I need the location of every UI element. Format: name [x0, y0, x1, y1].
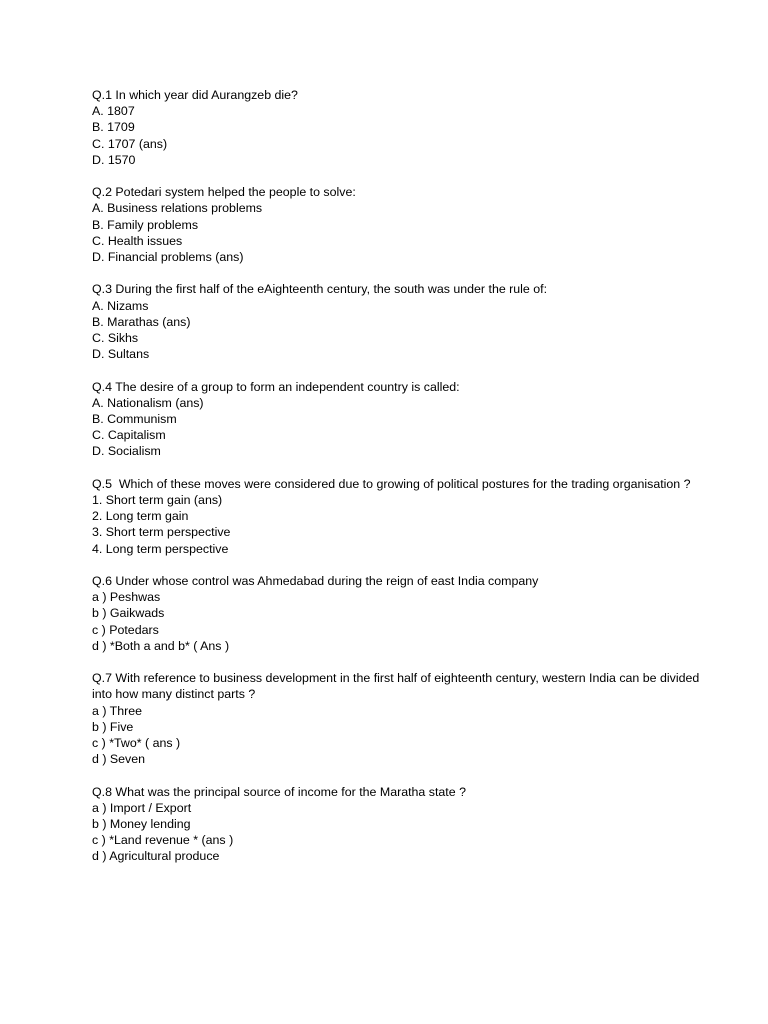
option-d: d ) *Both a and b* ( Ans ) — [92, 638, 230, 653]
option-d: D. Financial problems (ans) — [92, 250, 244, 265]
option-3: 3. Short term perspective — [92, 525, 231, 540]
question-text: Q.4 The desire of a group to form an independent country is called: — [92, 379, 460, 394]
question-text: Q.2 Potedari system helped the people to solve: — [92, 185, 356, 200]
question-1 — [92, 87, 712, 168]
option-a: A. Nizams — [92, 298, 149, 313]
option-a: A. 1807 — [92, 104, 135, 119]
option-a: A. Business relations problems — [92, 201, 263, 216]
option-d: d ) Seven — [92, 752, 146, 767]
question-text: Q.3 During the first half of the eAighteenth century, the south was under the rule of: — [92, 282, 548, 297]
option-d: D. Socialism — [92, 444, 161, 459]
question-text: Q.5 Which of these moves were considered due to growing of political postures for the trading organisation ? — [92, 476, 691, 491]
option-1: 1. Short term gain (ans) — [92, 493, 223, 508]
option-b: b ) Money lending — [92, 817, 191, 832]
option-d: D. 1570 — [92, 152, 136, 167]
question-text: Q.6 Under whose control was Ahmedabad during the reign of east India company — [92, 574, 539, 589]
option-b: b ) Five — [92, 719, 134, 734]
question-5 — [92, 476, 712, 557]
option-a: A. Nationalism (ans) — [92, 395, 204, 410]
option-c: c ) *Land revenue * (ans ) — [92, 833, 234, 848]
option-a: a ) Peshwas — [92, 590, 161, 605]
question-2 — [92, 184, 712, 265]
option-b: B. Marathas (ans) — [92, 314, 191, 329]
option-c: C. Sikhs — [92, 331, 139, 346]
option-c: C. Capitalism — [92, 428, 166, 443]
option-a: a ) Three — [92, 703, 143, 718]
option-2: 2. Long term gain — [92, 509, 189, 524]
option-4: 4. Long term perspective — [92, 541, 229, 556]
option-c: C. Health issues — [92, 233, 183, 248]
option-d: d ) Agricultural produce — [92, 849, 220, 864]
question-4 — [92, 379, 712, 460]
option-d: D. Sultans — [92, 347, 150, 362]
question-text: Q.1 In which year did Aurangzeb die? — [92, 88, 298, 102]
document-page — [92, 87, 712, 881]
option-b: b ) Gaikwads — [92, 606, 165, 621]
question-3 — [92, 281, 712, 362]
option-b: B. Family problems — [92, 217, 199, 232]
option-c: c ) *Two* ( ans ) — [92, 736, 181, 751]
question-7 — [92, 670, 712, 767]
option-c: C. 1707 (ans) — [92, 136, 168, 151]
option-c: c ) Potedars — [92, 622, 159, 637]
question-8 — [92, 784, 712, 865]
option-b: B. 1709 — [92, 120, 135, 135]
question-6 — [92, 573, 712, 654]
option-a: a ) Import / Export — [92, 800, 192, 815]
option-b: B. Communism — [92, 412, 177, 427]
question-text: Q.7 With reference to business development in the first half of eighteenth century, western India can be divided into how many distinct parts ? — [92, 671, 703, 702]
question-text: Q.8 What was the principal source of income for the Maratha state ? — [92, 784, 466, 799]
